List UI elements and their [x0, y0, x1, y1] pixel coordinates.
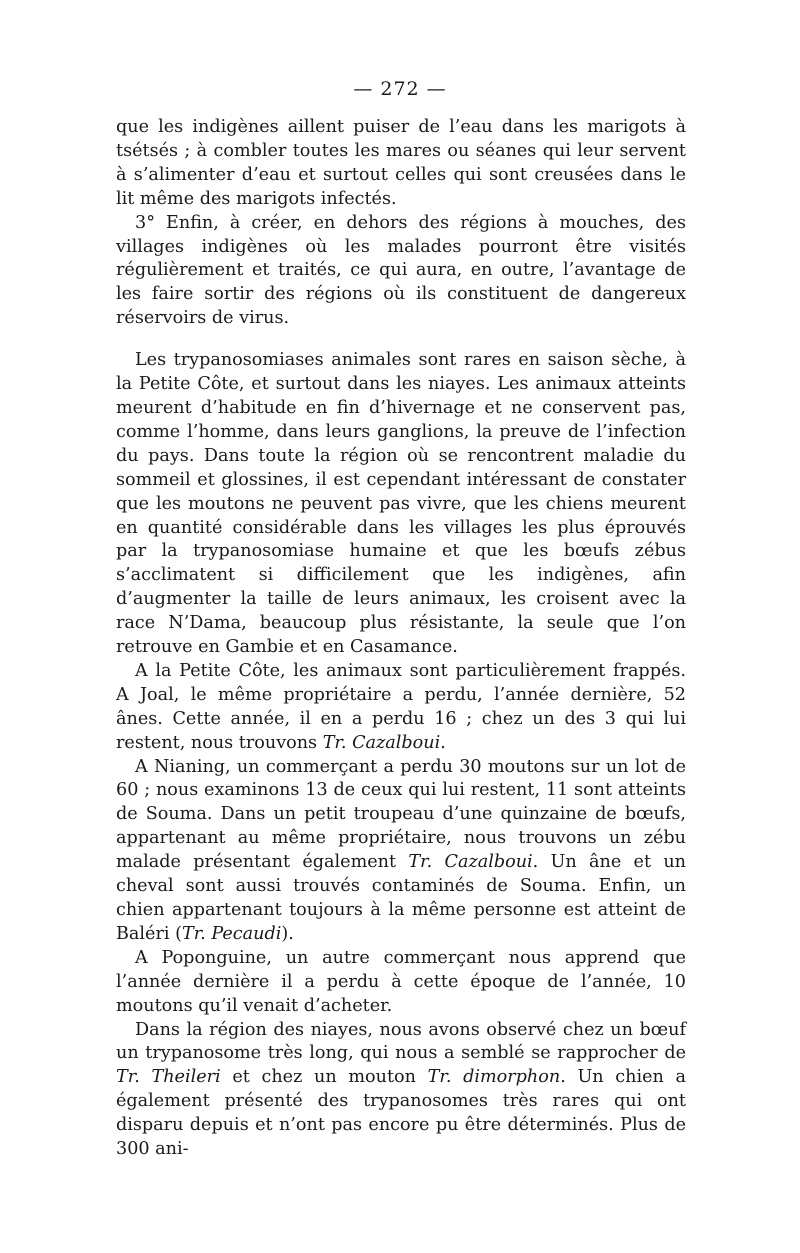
species-name: Tr. Cazalboui — [322, 732, 441, 753]
species-name: Tr. dimorphon — [427, 1067, 561, 1088]
paragraph-niayes — [116, 1019, 686, 1162]
paragraph-animal-trypanosomiases: Les trypanosomiases animales sont rares en saison sèche, à la Petite Côte, et surtout dans les niayes. Les animaux atteints meurent d’habitude en fin d’hivernage et ne conservent pas, comme l’homme, dans leurs ganglions, la preuve de l’infection du pays. Dans toute la région où se rencontrent maladie du sommeil et glossines, il est cependant intéressant de constater que les moutons ne peuvent pas vivre, que les chiens meurent en quantité considérable dans les villages les plus éprouvés par la trypanosomiase humaine et que les bœufs zébus s’acclimatent si difficilement que les indigènes, afin d’augmenter la taille de leurs animaux, les croisent avec la race N’Dama, beaucoup plus résistante, la seule que l’on retrouve en Gambie et en Casamance. — [116, 350, 686, 658]
paragraph-nianing — [116, 756, 686, 947]
text-segment: ). — [281, 923, 294, 944]
text-segment: A Nianing, un commerçant a perdu 30 moutons sur un lot de 60 ; nous examinons 13 de ceux qui lui restent, 11 sont atteints de Souma. Dans un petit troupeau d’une quinzaine de bœufs, appartenant au même propriétaire, nous trouvons un zébu malade présentant également — [116, 756, 686, 873]
text-segment: Dans la région des niayes, nous avons observé chez un bœuf un trypanosome très long, qui nous a semblé se rapprocher de — [116, 1019, 686, 1064]
paragraph-measure-3: 3° Enfin, à créer, en dehors des régions à mouches, des villages indigènes où les malades pourront être visités régulièrement et traités, ce qui aura, en outre, l’avantage de les faire sortir des régions où ils constituent de dangereux réservoirs de virus. — [116, 212, 686, 329]
species-name: Tr. Pecaudi — [181, 923, 282, 944]
species-name: Tr. Cazalboui — [408, 852, 533, 873]
text-segment: . Un chien a également présenté des trypanosomes très rares qui ont disparu depuis et n’ont pas encore pu être déterminés. Plus de 300 ani- — [116, 1067, 687, 1160]
text-segment: A la Petite Côte, les animaux sont particulièrement frappés. A Joal, le même propriétaire a perdu, l’année dernière, 52 ânes. Cette année, il en a perdu 16 ; chez un des 3 qui lui restent, nous trouvons — [116, 660, 686, 753]
paragraph-poponguine: A Poponguine, un autre commerçant nous apprend que l’année dernière il a perdu à cette époque de l’année, 10 moutons qu’il venait d’acheter. — [116, 947, 686, 1016]
paragraph-continuation: que les indigènes aillent puiser de l’eau dans les marigots à tsétsés ; à combler toutes les mares ou séanes qui leur servent à s’alimenter d’eau et surtout celles qui sont creusées dans le lit même des marigots infectés. — [116, 117, 686, 209]
text-segment: . — [440, 732, 446, 753]
species-name: Tr. Theileri — [116, 1067, 221, 1088]
text-segment: et chez un mouton — [220, 1067, 428, 1088]
body-text — [116, 116, 686, 1162]
text-segment: . Un âne et un cheval sont aussi trouvés contaminés de Souma. Enfin, un chien appartenant toujours à la même personne est atteint de Baléri ( — [116, 852, 686, 944]
paragraph-petite-cote — [116, 660, 686, 756]
page-number: — 272 — — [353, 78, 447, 100]
